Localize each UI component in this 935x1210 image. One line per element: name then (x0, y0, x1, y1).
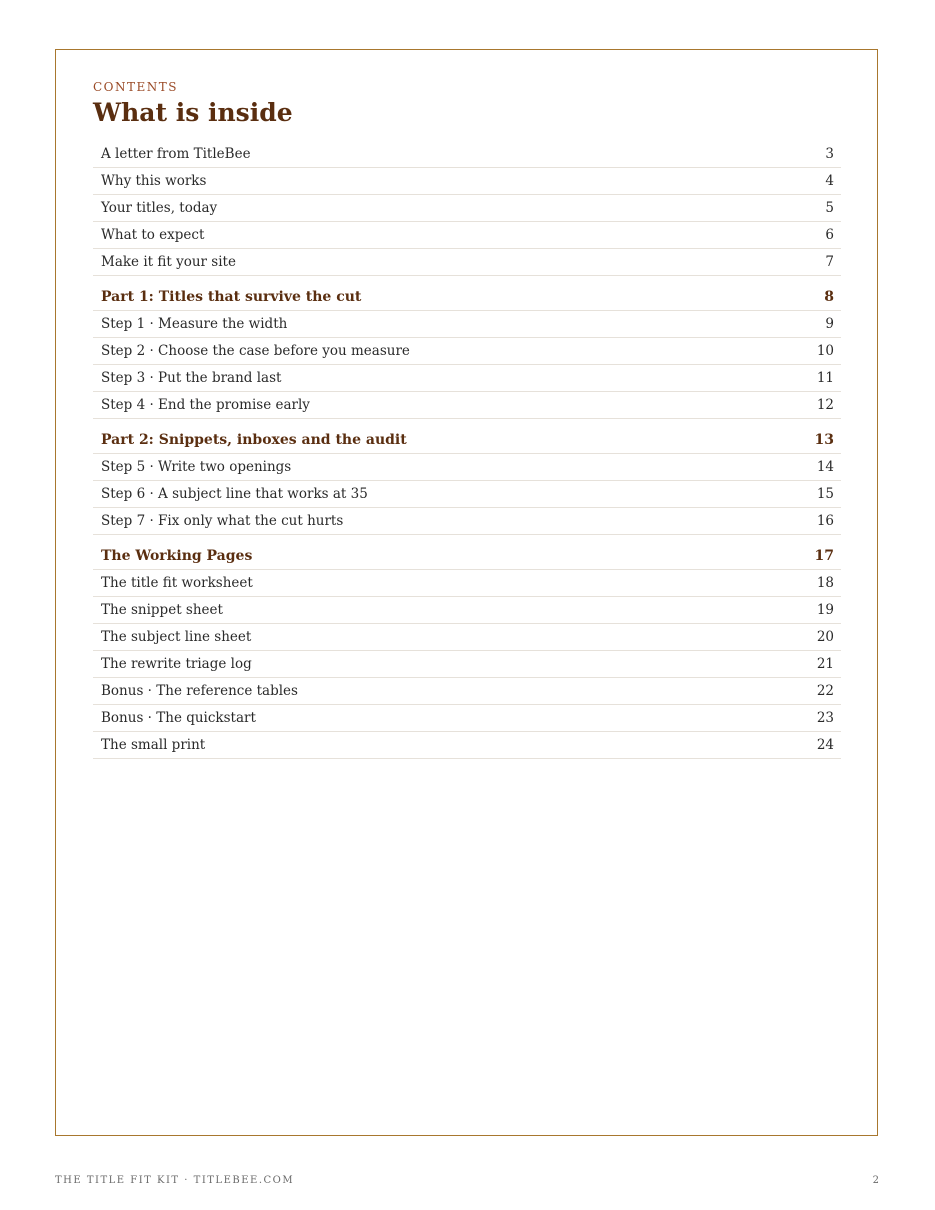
toc-entry-label: Step 4 · End the promise early (101, 397, 310, 413)
toc-entry[interactable] (93, 249, 841, 276)
toc-entry[interactable] (93, 338, 841, 365)
toc-entry-page: 18 (816, 575, 834, 591)
toc-entry-label: A letter from TitleBee (101, 146, 251, 162)
toc-entry-label: Make it fit your site (101, 254, 236, 270)
toc-entry[interactable] (93, 168, 841, 195)
toc-entry[interactable] (93, 732, 841, 759)
toc-entry-page: 8 (824, 289, 834, 305)
toc-entry[interactable] (93, 365, 841, 392)
toc-entry-label: Bonus · The reference tables (101, 683, 298, 699)
toc-entry-page: 14 (816, 459, 834, 475)
toc-entry-label: Step 2 · Choose the case before you measure (101, 343, 410, 359)
toc-part-heading[interactable] (93, 535, 841, 570)
toc-entry-page: 16 (816, 513, 834, 529)
toc-entry-label: Step 1 · Measure the width (101, 316, 288, 332)
toc-entry-label: Part 2: Snippets, inboxes and the audit (101, 432, 407, 448)
toc-entry[interactable] (93, 392, 841, 419)
toc-entry-label: The snippet sheet (101, 602, 223, 618)
toc-entry[interactable] (93, 311, 841, 338)
toc-entry-label: Bonus · The quickstart (101, 710, 256, 726)
toc-entry-page: 22 (816, 683, 834, 699)
toc-entry-label: Step 6 · A subject line that works at 35 (101, 486, 368, 502)
toc-entry[interactable] (93, 651, 841, 678)
toc-entry-page: 5 (825, 200, 834, 216)
toc-part-heading[interactable] (93, 276, 841, 311)
toc-entry-page: 3 (825, 146, 834, 162)
footer-title: THE TITLE FIT KIT · TITLEBEE.COM (55, 1175, 295, 1186)
toc-entry-page: 17 (814, 548, 834, 564)
toc-entry[interactable] (93, 570, 841, 597)
toc-entry-label: The subject line sheet (101, 629, 252, 645)
table-of-contents (93, 141, 841, 759)
toc-entry[interactable] (93, 454, 841, 481)
footer-page-number: 2 (872, 1175, 879, 1186)
toc-entry-label: Step 3 · Put the brand last (101, 370, 282, 386)
toc-entry-label: Your titles, today (101, 200, 218, 216)
toc-entry-label: Why this works (101, 173, 207, 189)
toc-entry-label: The rewrite triage log (101, 656, 252, 672)
toc-entry-page: 13 (814, 432, 834, 448)
toc-entry-page: 7 (825, 254, 834, 270)
toc-entry[interactable] (93, 195, 841, 222)
toc-entry-page: 15 (816, 486, 834, 502)
toc-entry-page: 12 (816, 397, 834, 413)
toc-entry-label: Step 7 · Fix only what the cut hurts (101, 513, 344, 529)
toc-entry-page: 11 (816, 370, 834, 386)
toc-entry[interactable] (93, 705, 841, 732)
toc-entry-page: 24 (816, 737, 834, 753)
toc-entry-page: 4 (825, 173, 834, 189)
toc-entry-label: The Working Pages (101, 548, 253, 564)
toc-entry-label: Step 5 · Write two openings (101, 459, 292, 475)
toc-entry-page: 23 (816, 710, 834, 726)
toc-entry-page: 21 (816, 656, 834, 672)
toc-entry-page: 6 (825, 227, 834, 243)
toc-entry[interactable] (93, 141, 841, 168)
toc-entry[interactable] (93, 678, 841, 705)
toc-entry-page: 19 (816, 602, 834, 618)
toc-entry[interactable] (93, 508, 841, 535)
toc-entry-page: 10 (816, 343, 834, 359)
toc-entry[interactable] (93, 481, 841, 508)
toc-entry[interactable] (93, 597, 841, 624)
toc-entry-label: Part 1: Titles that survive the cut (101, 289, 362, 305)
section-eyebrow: CONTENTS (93, 80, 179, 94)
toc-entry-label: The title fit worksheet (101, 575, 253, 591)
page-title: What is inside (93, 98, 293, 127)
toc-entry-label: What to expect (101, 227, 205, 243)
toc-entry[interactable] (93, 222, 841, 249)
toc-entry[interactable] (93, 624, 841, 651)
toc-entry-page: 9 (825, 316, 834, 332)
toc-entry-label: The small print (101, 737, 206, 753)
toc-entry-page: 20 (816, 629, 834, 645)
toc-part-heading[interactable] (93, 419, 841, 454)
